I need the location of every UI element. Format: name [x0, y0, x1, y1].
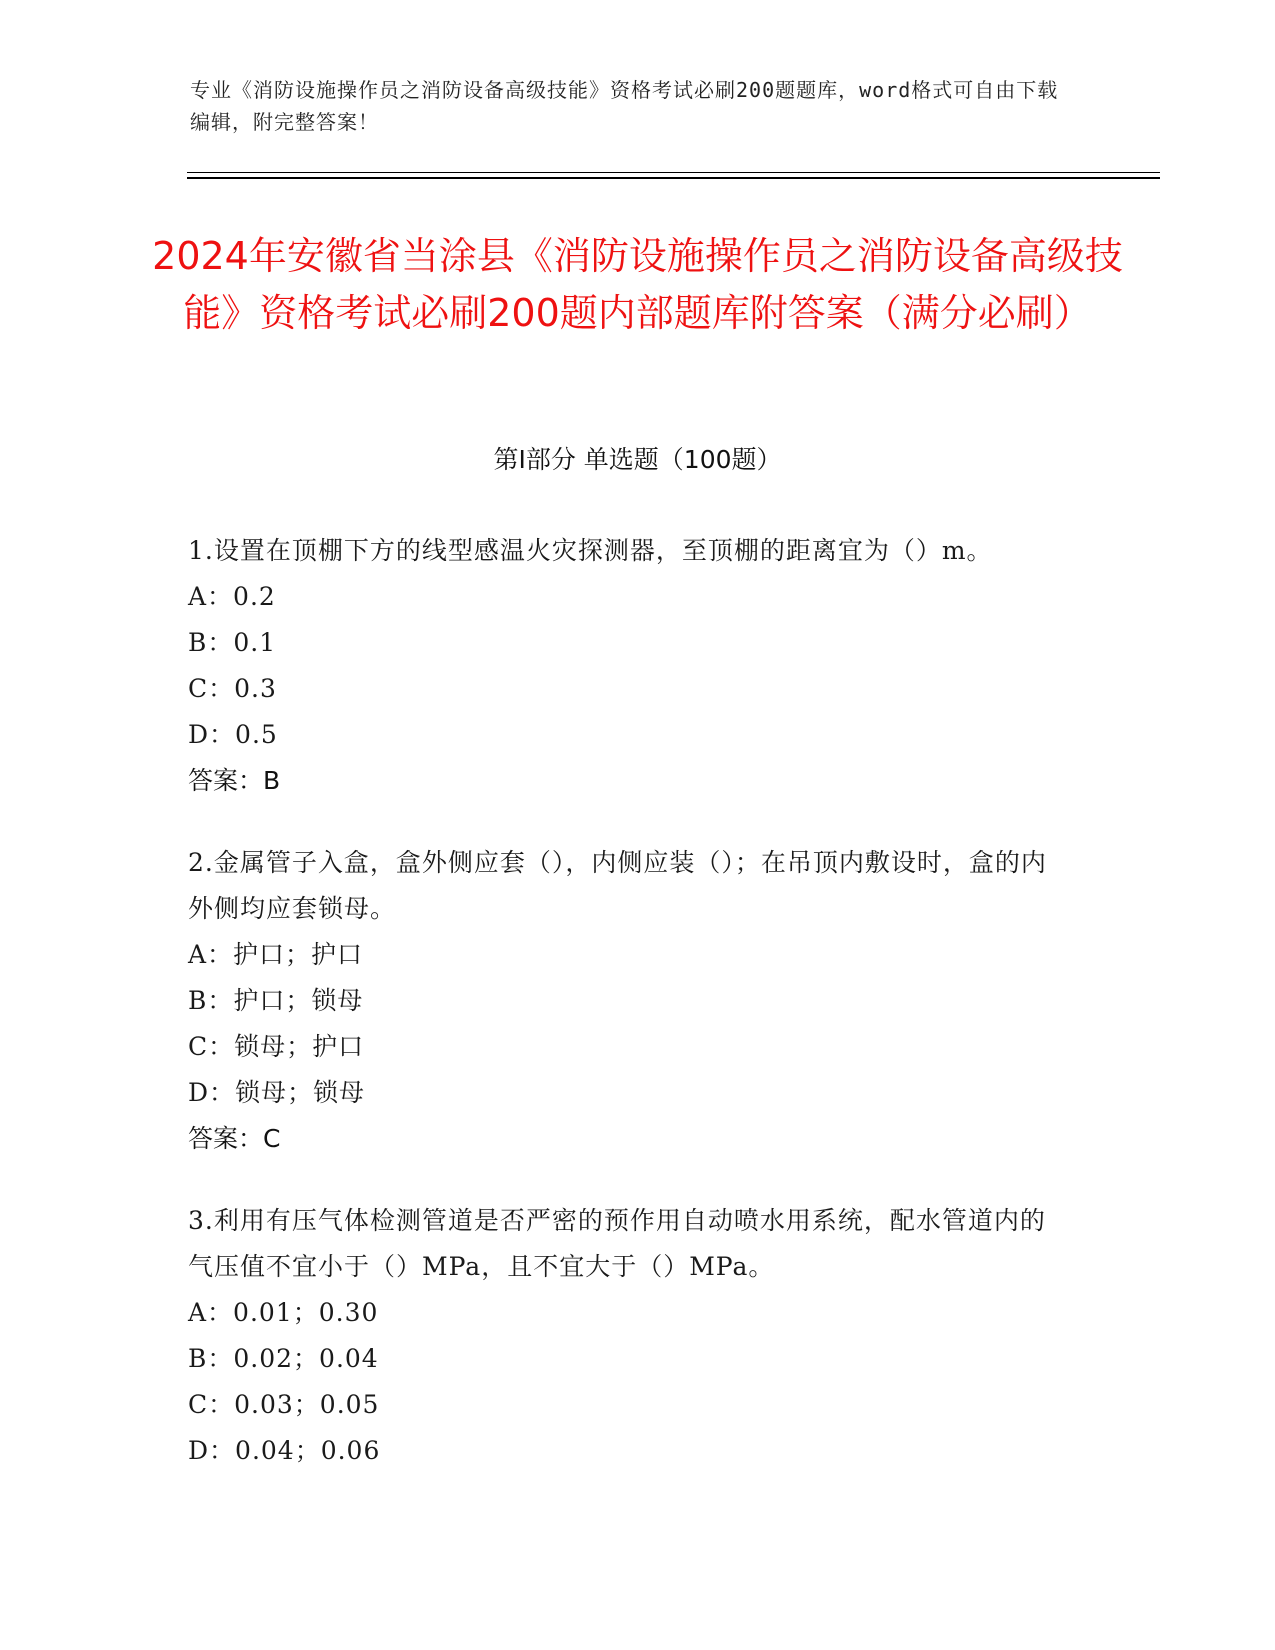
- header-divider-thick: [187, 177, 1160, 179]
- question-stem: 2.金属管子入盒，盒外侧应套（），内侧应装（）；在吊顶内敷设时，盒的内外侧均应套锁母。: [188, 848, 1047, 923]
- option-d: D：锁母；锁母: [188, 1078, 366, 1107]
- option-b: B：0.02；0.04: [188, 1344, 379, 1373]
- option-b: B：护口；锁母: [188, 986, 364, 1015]
- question-3: [188, 1198, 1068, 1474]
- answer: 答案：C: [188, 1124, 281, 1153]
- option-d: D：0.04；0.06: [188, 1436, 381, 1465]
- header-divider-thin: [187, 172, 1160, 173]
- question-2: [188, 840, 1068, 1162]
- question-stem: 1.设置在顶棚下方的线型感温火灾探测器，至顶棚的距离宜为（）m。: [188, 536, 993, 565]
- option-a: A：护口；护口: [188, 940, 364, 969]
- option-c: C：0.3: [188, 674, 277, 703]
- question-stem: 3.利用有压气体检测管道是否严密的预作用自动喷水用系统，配水管道内的气压值不宜小于（）MPa，且不宜大于（）MPa。: [188, 1206, 1046, 1281]
- answer: 答案：B: [188, 766, 281, 795]
- question-1: [188, 528, 1068, 804]
- question-list: [188, 528, 1068, 1510]
- section-title: 第Ⅰ部分 单选题（100题）: [493, 445, 782, 474]
- option-a: A：0.01；0.30: [188, 1298, 379, 1327]
- option-a: A：0.2: [188, 582, 276, 611]
- option-c: C：0.03；0.05: [188, 1390, 380, 1419]
- document-title: 2024年安徽省当涂县《消防设施操作员之消防设备高级技能》资格考试必刷200题内部题库附答案（满分必刷）: [152, 234, 1123, 335]
- header-note: 专业《消防设施操作员之消防设备高级技能》资格考试必刷200题题库，word格式可自由下载编辑，附完整答案！: [190, 78, 1059, 134]
- option-d: D：0.5: [188, 720, 278, 749]
- option-c: C：锁母；护口: [188, 1032, 365, 1061]
- option-b: B：0.1: [188, 628, 277, 657]
